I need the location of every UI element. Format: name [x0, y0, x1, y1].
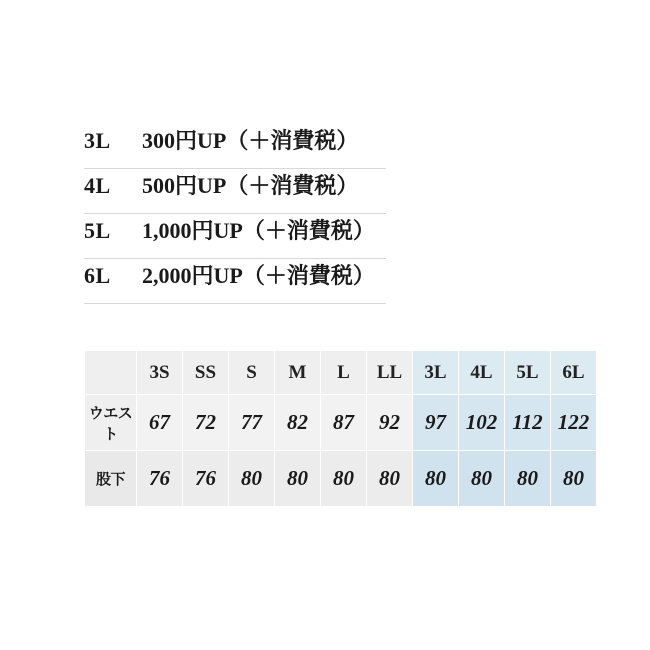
cell-inseam-ll: 80	[367, 451, 413, 507]
cell-inseam-3s: 76	[137, 451, 183, 507]
table-corner-cell	[85, 351, 137, 395]
cell-inseam-l: 80	[321, 451, 367, 507]
table-row	[85, 395, 597, 451]
price-amount-label: 300円UP（＋消費税）	[142, 128, 359, 153]
cell-waist-3s: 67	[137, 395, 183, 451]
cell-inseam-3l: 80	[413, 451, 459, 507]
row-label-inseam: 股下	[85, 451, 137, 507]
cell-waist-ss: 72	[183, 395, 229, 451]
table-row	[85, 451, 597, 507]
table-header-row	[85, 351, 597, 395]
cell-waist-3l: 97	[413, 395, 459, 451]
price-amount-label: 500円UP（＋消費税）	[142, 173, 359, 198]
column-header-ss: SS	[183, 351, 229, 395]
cell-inseam-m: 80	[275, 451, 321, 507]
price-amount-label: 1,000円UP（＋消費税）	[142, 218, 375, 243]
price-amount-label: 2,000円UP（＋消費税）	[142, 263, 375, 288]
cell-waist-5l: 112	[505, 395, 551, 451]
price-size-label: 6L	[84, 263, 111, 288]
cell-inseam-4l: 80	[459, 451, 505, 507]
column-header-s: S	[229, 351, 275, 395]
cell-inseam-s: 80	[229, 451, 275, 507]
column-header-6l: 6L	[551, 351, 597, 395]
cell-waist-ll: 92	[367, 395, 413, 451]
cell-inseam-6l: 80	[551, 451, 597, 507]
column-header-ll: LL	[367, 351, 413, 395]
list-item	[84, 124, 386, 169]
cell-waist-4l: 102	[459, 395, 505, 451]
size-measurement-table	[84, 350, 597, 507]
column-header-4l: 4L	[459, 351, 505, 395]
column-header-l: L	[321, 351, 367, 395]
cell-inseam-ss: 76	[183, 451, 229, 507]
cell-waist-s: 77	[229, 395, 275, 451]
cell-waist-6l: 122	[551, 395, 597, 451]
cell-waist-m: 82	[275, 395, 321, 451]
cell-inseam-5l: 80	[505, 451, 551, 507]
list-item	[84, 169, 386, 214]
column-header-m: M	[275, 351, 321, 395]
column-header-5l: 5L	[505, 351, 551, 395]
column-header-3s: 3S	[137, 351, 183, 395]
column-header-3l: 3L	[413, 351, 459, 395]
price-size-label: 3L	[84, 128, 111, 153]
price-size-label: 5L	[84, 218, 111, 243]
list-item	[84, 214, 386, 259]
cell-waist-l: 87	[321, 395, 367, 451]
price-size-label: 4L	[84, 173, 111, 198]
price-surcharge-list	[84, 124, 386, 304]
list-item	[84, 259, 386, 304]
row-label-waist: ウエスト	[85, 395, 137, 451]
